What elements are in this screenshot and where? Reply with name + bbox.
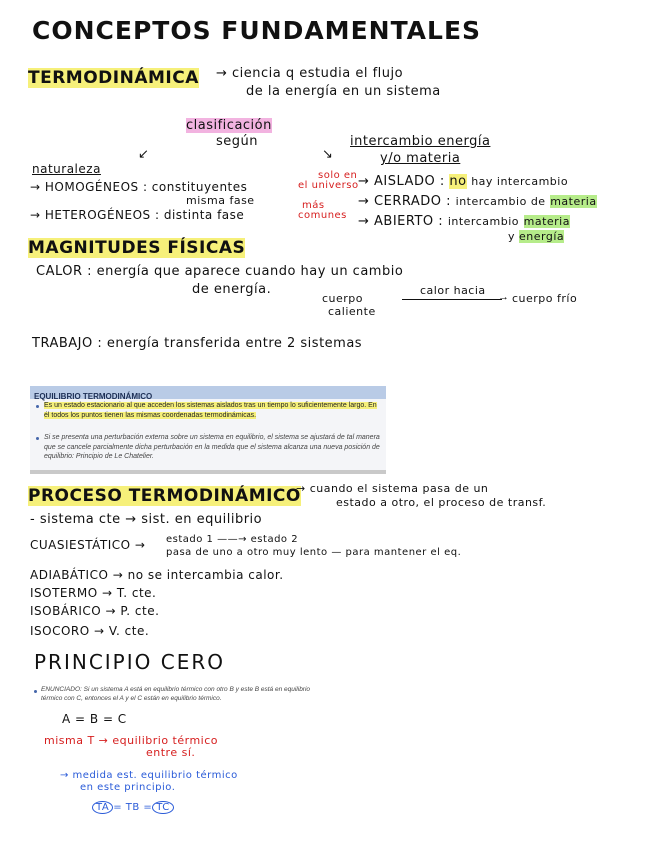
cuasiestatico-explicacion: pasa de uno a otro muy lento — para mantener el eq. [166,547,462,558]
proceso-heading: PROCESO TERMODINÁMICO [28,486,301,506]
isotermo-item: ISOTERMO → T. cte. [30,586,157,600]
termodinamica-definition: → ciencia q estudia el flujo [216,66,404,81]
intercambio-heading: intercambio energía [350,134,491,149]
mas-comunes-note-2: comunes [298,210,347,221]
mas-comunes-note: más [302,200,325,211]
homogeneos-item: → HOMOGÉNEOS : constituyentes [30,180,248,194]
misma-t-note: misma T → equilibrio térmico [44,734,219,747]
segun-label: según [216,134,259,149]
aislado-item: → AISLADO : no hay intercambio [358,174,569,189]
bullet-icon [36,437,39,440]
magnitudes-heading: MAGNITUDES FÍSICAS [28,238,246,258]
cuasiestatico-estados: estado 1 ——→ estado 2 [166,534,299,545]
cerrado-item: → CERRADO : intercambio de materia [358,194,597,209]
adiabatico-item: ADIABÁTICO → no se intercambia calor. [30,568,284,582]
calor-definition: CALOR : energía que aparece cuando hay un cambio [36,264,404,279]
solo-note-2: el universo [298,180,359,191]
temperature-equation: TA = TB = TC [92,802,174,813]
misma-t-note-2: entre sí. [146,746,196,759]
equilibrio-bullet-2: Si se presenta una perturbación externa sobre un sistema en equilibrio, el sistema se ajustará de tal manera que se cancele parcialmente dicha perturbación en la medida que el sistema alcanza una nueva posición de equilibrio: Principio de Le Chatelier. [44,434,380,460]
blue-note-2: en este principio. [80,782,176,793]
page-title: CONCEPTOS FUNDAMENTALES [32,16,482,45]
isobarico-item: ISOBÁRICO → P. cte. [30,604,160,618]
clasificacion-label: clasificación [186,118,272,133]
abierto-item: → ABIERTO : intercambio materia [358,214,570,229]
arrow-down-left-icon: ↙ [138,146,149,161]
isocoro-item: ISOCORO → V. cte. [30,624,150,638]
calor-hacia-label: calor hacia [420,284,486,297]
cuerpo-frio-label: cuerpo frío [512,292,578,305]
termodinamica-heading: TERMODINÁMICA [28,68,199,88]
cuerpo-caliente-label: cuerpo [322,292,364,305]
abc-equation: A = B = C [62,712,127,726]
cuerpo-caliente-label-2: caliente [328,305,376,318]
sistema-cte-item: - sistema cte → sist. en equilibrio [30,512,263,527]
equilibrio-bullet-1: Es un estado estacionario al que acceden los sistemas aislados tras un tiempo lo suficientemente largo. En él todos los puntos tienen las mismas coordenadas termodinámicas. [44,402,377,419]
principio-cero-heading: PRINCIPIO CERO [34,650,225,674]
intercambio-heading-2: y/o materia [380,151,461,166]
solo-note: solo en [318,170,358,181]
proceso-definition: → cuando el sistema pasa de un [296,482,489,495]
arrow-right-icon: → [498,291,509,303]
naturaleza-label: naturaleza [32,162,101,176]
termodinamica-definition-2: de la energía en un sistema [246,84,441,99]
blue-note: → medida est. equilibrio térmico [60,770,238,781]
proceso-definition-2: estado a otro, el proceso de transf. [336,496,547,509]
calor-definition-2: de energía. [192,282,272,297]
trabajo-definition: TRABAJO : energía transferida entre 2 sistemas [32,336,363,351]
bullet-icon [34,690,37,693]
enunciado-text: ENUNCIADO: Si un sistema A está en equilibrio térmico con otro B y este B está en equilibrio térmico con C, entonces el A y el C están en equilibrio térmico. [41,686,311,702]
arrow-down-right-icon: ↘ [322,146,333,161]
calor-arrow-line [402,299,502,300]
bullet-icon [36,405,39,408]
heterogeneos-item: → HETEROGÉNEOS : distinta fase [30,208,245,222]
cuasiestatico-label: CUASIESTÁTICO → [30,538,146,552]
equilibrio-box-header: EQUILIBRIO TERMODINÁMICO [30,386,386,399]
abierto-item-2: y energía [508,230,565,243]
homogeneos-item-2: misma fase [186,194,255,207]
